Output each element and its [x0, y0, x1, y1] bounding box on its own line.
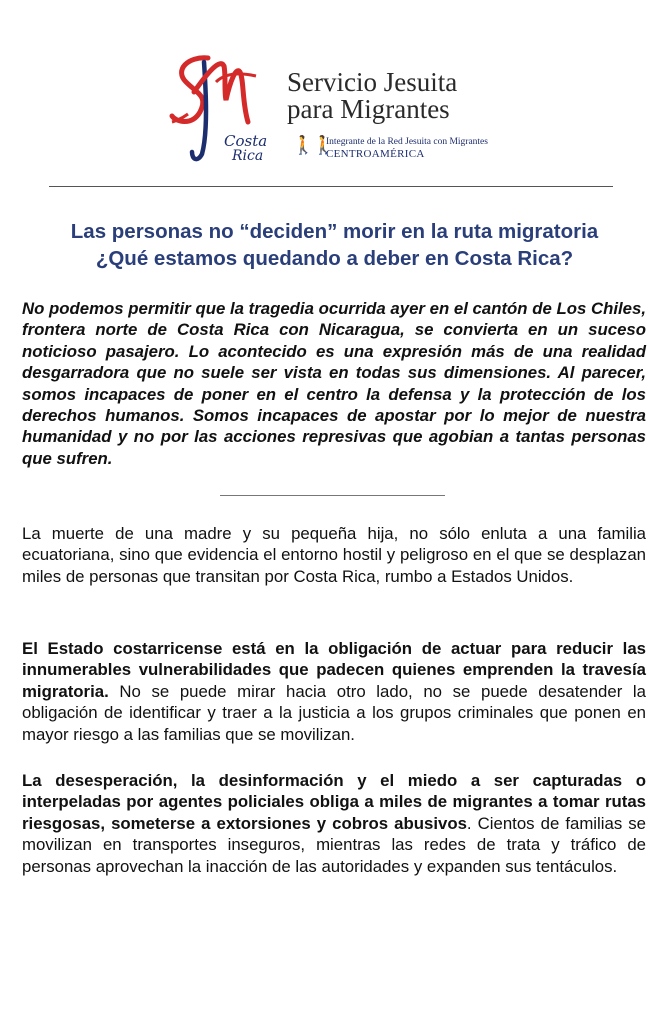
- paragraph-3-bold: La desesperación, la desinformación y el miedo a ser capturadas o interpeladas por agentes policiales obliga a miles de migrantes a tomar rutas riesgosas, someterse a extorsiones y cobros abusivos: [22, 771, 646, 833]
- org-name-line1: Servicio Jesuita: [287, 67, 458, 97]
- header-divider: [49, 186, 613, 187]
- logo-costa-text: Costa: [224, 132, 268, 150]
- paragraph-1-text: La muerte de una madre y su pequeña hija, no sólo enluta a una familia ecuatoriana, sino que evidencia el entorno hostil y peligroso en el que se desplazan miles de personas que transitan por Costa Rica, rumbo a Estados Unidos.: [22, 524, 646, 586]
- network-line1: Integrante de la Red Jesuita con Migrantes: [326, 137, 488, 147]
- network-affiliation: [292, 135, 502, 163]
- section-divider: [220, 495, 445, 496]
- network-line2: CENTROAMÉRICA: [326, 148, 425, 160]
- paragraph-2-bold: El Estado costarricense está en la obligación de actuar para reducir las innumerables vulnerabilidades que padecen quienes emprenden la travesía migratoria.: [22, 639, 646, 701]
- intro-paragraph: No podemos permitir que la tragedia ocurrida ayer en el cantón de Los Chiles, frontera norte de Costa Rica con Nicaragua, se convierta en un suceso noticioso pasajero. Lo acontecido es una expresión más de una realidad desgarradora que no suele ser vista en todas sus dimensiones. Al parecer, somos incapaces de poner en el centro la defensa y la protección de los derechos humanos. Somos incapaces de apostar por lo mejor de nuestra humanidad y no por las acciones represivas que agobian a tantas personas que sufren.: [22, 299, 646, 468]
- sjm-monogram-icon: [168, 52, 288, 170]
- paragraph-2-text: No se puede mirar hacia otro lado, no se puede desatender la obligación de identificar y traer a la justicia a los grupos criminales que ponen en mayor riesgo a las familias que se movilizan.: [22, 681, 646, 744]
- body-paragraph-2: [22, 638, 646, 745]
- org-name-line2: para Migrantes: [287, 94, 450, 124]
- title-line2: ¿Qué estamos quedando a deber en Costa Rica?: [95, 247, 574, 270]
- paragraph-3-text: . Cientos de familias se movilizan en transportes inseguros, mientras las redes de trata y tráfico de personas aprovechan la inacción de las autoridades y expanden sus tentáculos.: [22, 813, 647, 876]
- header-logo: [168, 52, 508, 170]
- logo-rica-text: Rica: [232, 148, 264, 164]
- body-paragraph-1: [22, 523, 646, 587]
- body-paragraph-3: [22, 770, 646, 877]
- people-group-icon: 🚶🚶: [292, 135, 333, 155]
- title-line1: Las personas no “deciden” morir en la ruta migratoria: [70, 220, 599, 243]
